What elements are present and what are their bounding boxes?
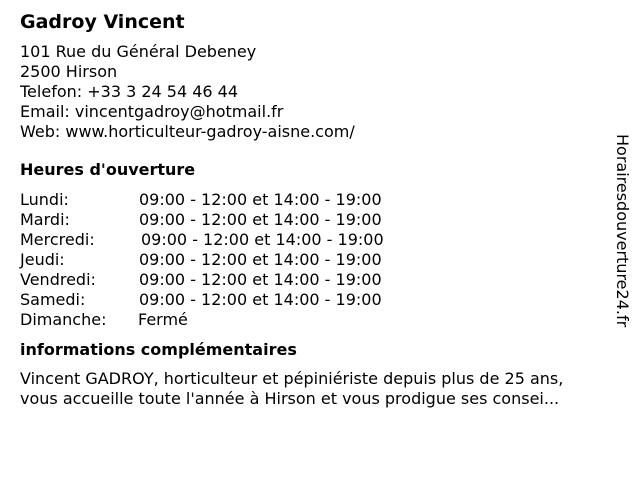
address-street: 101 Rue du Général Debeney	[20, 42, 257, 61]
hours-value: 09:00 - 12:00 et 14:00 - 19:00	[139, 290, 382, 309]
hours-row-jeudi	[20, 250, 610, 270]
business-card	[20, 10, 610, 409]
hours-value: 09:00 - 12:00 et 14:00 - 19:00	[139, 190, 382, 209]
day-label: Jeudi:	[20, 250, 65, 269]
site-watermark	[612, 134, 632, 370]
hours-value: 09:00 - 12:00 et 14:00 - 19:00	[139, 250, 382, 269]
hours-row-vendredi	[20, 270, 610, 290]
hours-row-lundi	[20, 190, 610, 210]
day-label: Dimanche:	[20, 310, 107, 329]
hours-value: 09:00 - 12:00 et 14:00 - 19:00	[139, 210, 382, 229]
hours-row-mercredi	[20, 230, 610, 250]
watermark-text: Horairesdouverture24.fr	[613, 134, 632, 328]
contact-block	[20, 42, 610, 142]
hours-row-mardi	[20, 210, 610, 230]
day-label: Mardi:	[20, 210, 70, 229]
additional-info-heading: informations complémentaires	[20, 340, 297, 359]
additional-info-line-2: vous accueille toute l'année à Hirson et vous prodigue ses consei...	[20, 389, 560, 408]
address-city: 2500 Hirson	[20, 62, 118, 81]
day-label: Vendredi:	[20, 270, 96, 289]
day-label: Mercredi:	[20, 230, 95, 249]
opening-hours-table	[20, 190, 610, 330]
hours-row-dimanche	[20, 310, 610, 330]
hours-value: 09:00 - 12:00 et 14:00 - 19:00	[141, 230, 384, 249]
opening-hours-heading: Heures d'ouverture	[20, 160, 196, 179]
business-name: Gadroy Vincent	[20, 11, 185, 33]
day-label: Lundi:	[20, 190, 69, 209]
email-address: Email: vincentgadroy@hotmail.fr	[20, 102, 284, 121]
day-label: Samedi:	[20, 290, 86, 309]
hours-row-samedi	[20, 290, 610, 310]
hours-value: 09:00 - 12:00 et 14:00 - 19:00	[139, 270, 382, 289]
hours-value: Fermé	[138, 310, 188, 329]
website-url: Web: www.horticulteur-gadroy-aisne.com/	[20, 122, 355, 141]
phone-number: Telefon: +33 3 24 54 46 44	[20, 82, 239, 101]
additional-info-line-1: Vincent GADROY, horticulteur et pépiniériste depuis plus de 25 ans,	[20, 369, 564, 388]
